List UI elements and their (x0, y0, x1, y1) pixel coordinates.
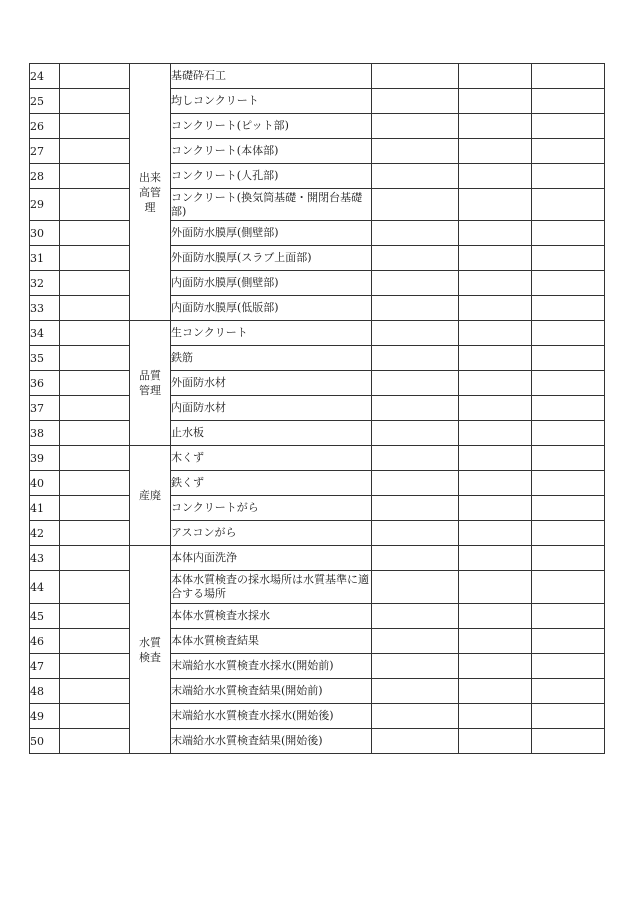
blank-cell (532, 496, 605, 521)
blank-cell (459, 189, 532, 221)
blank-cell (60, 321, 130, 346)
blank-cell (372, 346, 459, 371)
item-name: 内面防水膜厚(低版部) (171, 296, 372, 321)
table-row (30, 89, 605, 114)
category-cell (130, 446, 171, 546)
row-number: 33 (30, 296, 60, 321)
row-number: 44 (30, 571, 60, 604)
category-label: 水質 検査 (139, 635, 161, 664)
item-name: 末端給水水質検査結果(開始後) (171, 729, 372, 754)
blank-cell (60, 654, 130, 679)
item-name: 生コンクリート (171, 321, 372, 346)
item-name: 止水板 (171, 421, 372, 446)
row-number: 43 (30, 546, 60, 571)
blank-cell (60, 114, 130, 139)
item-name: コンクリート(本体部) (171, 139, 372, 164)
row-number: 46 (30, 629, 60, 654)
blank-cell (532, 704, 605, 729)
category-label: 出来 高管 理 (139, 170, 161, 214)
table-row (30, 729, 605, 754)
row-number: 36 (30, 371, 60, 396)
item-name: 本体水質検査結果 (171, 629, 372, 654)
blank-cell (459, 546, 532, 571)
category-cell (130, 64, 171, 321)
blank-cell (459, 371, 532, 396)
item-name: 外面防水膜厚(側壁部) (171, 221, 372, 246)
table-row (30, 571, 605, 604)
blank-cell (459, 521, 532, 546)
blank-cell (60, 89, 130, 114)
blank-cell (459, 471, 532, 496)
row-number: 24 (30, 64, 60, 89)
blank-cell (459, 321, 532, 346)
row-number: 27 (30, 139, 60, 164)
item-name: 外面防水膜厚(スラブ上面部) (171, 246, 372, 271)
blank-cell (532, 346, 605, 371)
blank-cell (532, 421, 605, 446)
row-number: 29 (30, 189, 60, 221)
blank-cell (60, 396, 130, 421)
blank-cell (372, 396, 459, 421)
blank-cell (532, 114, 605, 139)
blank-cell (532, 271, 605, 296)
blank-cell (372, 189, 459, 221)
blank-cell (60, 521, 130, 546)
item-name: 鉄筋 (171, 346, 372, 371)
blank-cell (372, 496, 459, 521)
item-name: 本体水質検査の採水場所は水質基準に適合する場所 (171, 571, 372, 604)
row-number: 37 (30, 396, 60, 421)
blank-cell (60, 346, 130, 371)
blank-cell (459, 139, 532, 164)
blank-cell (532, 546, 605, 571)
blank-cell (459, 114, 532, 139)
category-label: 産廃 (139, 489, 161, 502)
table-row (30, 496, 605, 521)
table-row (30, 654, 605, 679)
blank-cell (372, 371, 459, 396)
item-name: 内面防水材 (171, 396, 372, 421)
table-row (30, 246, 605, 271)
blank-cell (60, 296, 130, 321)
blank-cell (372, 89, 459, 114)
blank-cell (459, 604, 532, 629)
blank-cell (459, 296, 532, 321)
blank-cell (372, 164, 459, 189)
blank-cell (60, 729, 130, 754)
item-name: コンクリートがら (171, 496, 372, 521)
blank-cell (459, 679, 532, 704)
blank-cell (372, 139, 459, 164)
item-name: コンクリート(換気筒基礎・開閉台基礎部) (171, 189, 372, 221)
blank-cell (60, 446, 130, 471)
row-number: 42 (30, 521, 60, 546)
row-number: 38 (30, 421, 60, 446)
table-row (30, 629, 605, 654)
blank-cell (459, 704, 532, 729)
blank-cell (60, 271, 130, 296)
table-row (30, 421, 605, 446)
row-number: 45 (30, 604, 60, 629)
table-row (30, 64, 605, 89)
blank-cell (60, 629, 130, 654)
row-number: 34 (30, 321, 60, 346)
item-name: 本体水質検査水採水 (171, 604, 372, 629)
blank-cell (60, 221, 130, 246)
row-number: 48 (30, 679, 60, 704)
table-row (30, 321, 605, 346)
row-number: 28 (30, 164, 60, 189)
blank-cell (372, 246, 459, 271)
blank-cell (60, 571, 130, 604)
row-number: 35 (30, 346, 60, 371)
blank-cell (532, 164, 605, 189)
table-row (30, 471, 605, 496)
blank-cell (372, 704, 459, 729)
blank-cell (459, 421, 532, 446)
blank-cell (372, 679, 459, 704)
blank-cell (459, 729, 532, 754)
blank-cell (372, 546, 459, 571)
table-row (30, 704, 605, 729)
blank-cell (372, 446, 459, 471)
blank-cell (459, 446, 532, 471)
blank-cell (532, 471, 605, 496)
item-name: 均しコンクリート (171, 89, 372, 114)
blank-cell (60, 471, 130, 496)
blank-cell (60, 164, 130, 189)
blank-cell (532, 64, 605, 89)
row-number: 31 (30, 246, 60, 271)
blank-cell (372, 64, 459, 89)
table-row (30, 189, 605, 221)
item-name: 基礎砕石工 (171, 64, 372, 89)
blank-cell (532, 679, 605, 704)
row-number: 50 (30, 729, 60, 754)
blank-cell (372, 271, 459, 296)
blank-cell (459, 571, 532, 604)
blank-cell (60, 546, 130, 571)
blank-cell (532, 654, 605, 679)
blank-cell (532, 729, 605, 754)
row-number: 47 (30, 654, 60, 679)
table-row (30, 371, 605, 396)
table-row (30, 346, 605, 371)
blank-cell (459, 221, 532, 246)
blank-cell (372, 421, 459, 446)
blank-cell (60, 64, 130, 89)
blank-cell (532, 571, 605, 604)
blank-cell (372, 654, 459, 679)
blank-cell (372, 296, 459, 321)
table-row (30, 164, 605, 189)
item-name: 内面防水膜厚(側壁部) (171, 271, 372, 296)
table-body (30, 64, 605, 754)
table-row (30, 221, 605, 246)
blank-cell (459, 246, 532, 271)
blank-cell (532, 321, 605, 346)
row-number: 32 (30, 271, 60, 296)
blank-cell (60, 246, 130, 271)
item-name: 外面防水材 (171, 371, 372, 396)
blank-cell (459, 496, 532, 521)
blank-cell (459, 271, 532, 296)
table-row (30, 446, 605, 471)
blank-cell (459, 629, 532, 654)
blank-cell (372, 629, 459, 654)
table-row (30, 271, 605, 296)
category-cell (130, 321, 171, 446)
blank-cell (532, 629, 605, 654)
row-number: 39 (30, 446, 60, 471)
blank-cell (372, 571, 459, 604)
blank-cell (459, 64, 532, 89)
blank-cell (60, 604, 130, 629)
blank-cell (372, 321, 459, 346)
blank-cell (532, 246, 605, 271)
inspection-table (29, 63, 605, 754)
blank-cell (532, 221, 605, 246)
table-row (30, 679, 605, 704)
blank-cell (60, 679, 130, 704)
item-name: 末端給水水質検査水採水(開始前) (171, 654, 372, 679)
table-row (30, 139, 605, 164)
row-number: 30 (30, 221, 60, 246)
blank-cell (459, 89, 532, 114)
blank-cell (459, 654, 532, 679)
row-number: 41 (30, 496, 60, 521)
row-number: 49 (30, 704, 60, 729)
blank-cell (372, 471, 459, 496)
blank-cell (60, 139, 130, 164)
blank-cell (60, 496, 130, 521)
table-row (30, 296, 605, 321)
blank-cell (532, 396, 605, 421)
category-label: 品質 管理 (139, 369, 161, 397)
item-name: コンクリート(人孔部) (171, 164, 372, 189)
row-number: 25 (30, 89, 60, 114)
table-row (30, 521, 605, 546)
row-number: 40 (30, 471, 60, 496)
blank-cell (372, 221, 459, 246)
item-name: 木くず (171, 446, 372, 471)
blank-cell (372, 604, 459, 629)
item-name: 本体内面洗浄 (171, 546, 372, 571)
table-row (30, 546, 605, 571)
blank-cell (532, 521, 605, 546)
item-name: 鉄くず (171, 471, 372, 496)
blank-cell (459, 346, 532, 371)
blank-cell (459, 164, 532, 189)
table-row (30, 114, 605, 139)
blank-cell (532, 371, 605, 396)
blank-cell (532, 296, 605, 321)
table-row (30, 604, 605, 629)
blank-cell (372, 729, 459, 754)
table-row (30, 396, 605, 421)
category-cell (130, 546, 171, 754)
blank-cell (532, 604, 605, 629)
blank-cell (459, 396, 532, 421)
blank-cell (372, 114, 459, 139)
blank-cell (372, 521, 459, 546)
blank-cell (60, 421, 130, 446)
item-name: コンクリート(ピット部) (171, 114, 372, 139)
blank-cell (60, 189, 130, 221)
item-name: アスコンがら (171, 521, 372, 546)
item-name: 末端給水水質検査水採水(開始後) (171, 704, 372, 729)
blank-cell (532, 189, 605, 221)
blank-cell (60, 704, 130, 729)
item-name: 末端給水水質検査結果(開始前) (171, 679, 372, 704)
blank-cell (532, 446, 605, 471)
blank-cell (532, 89, 605, 114)
blank-cell (532, 139, 605, 164)
row-number: 26 (30, 114, 60, 139)
blank-cell (60, 371, 130, 396)
